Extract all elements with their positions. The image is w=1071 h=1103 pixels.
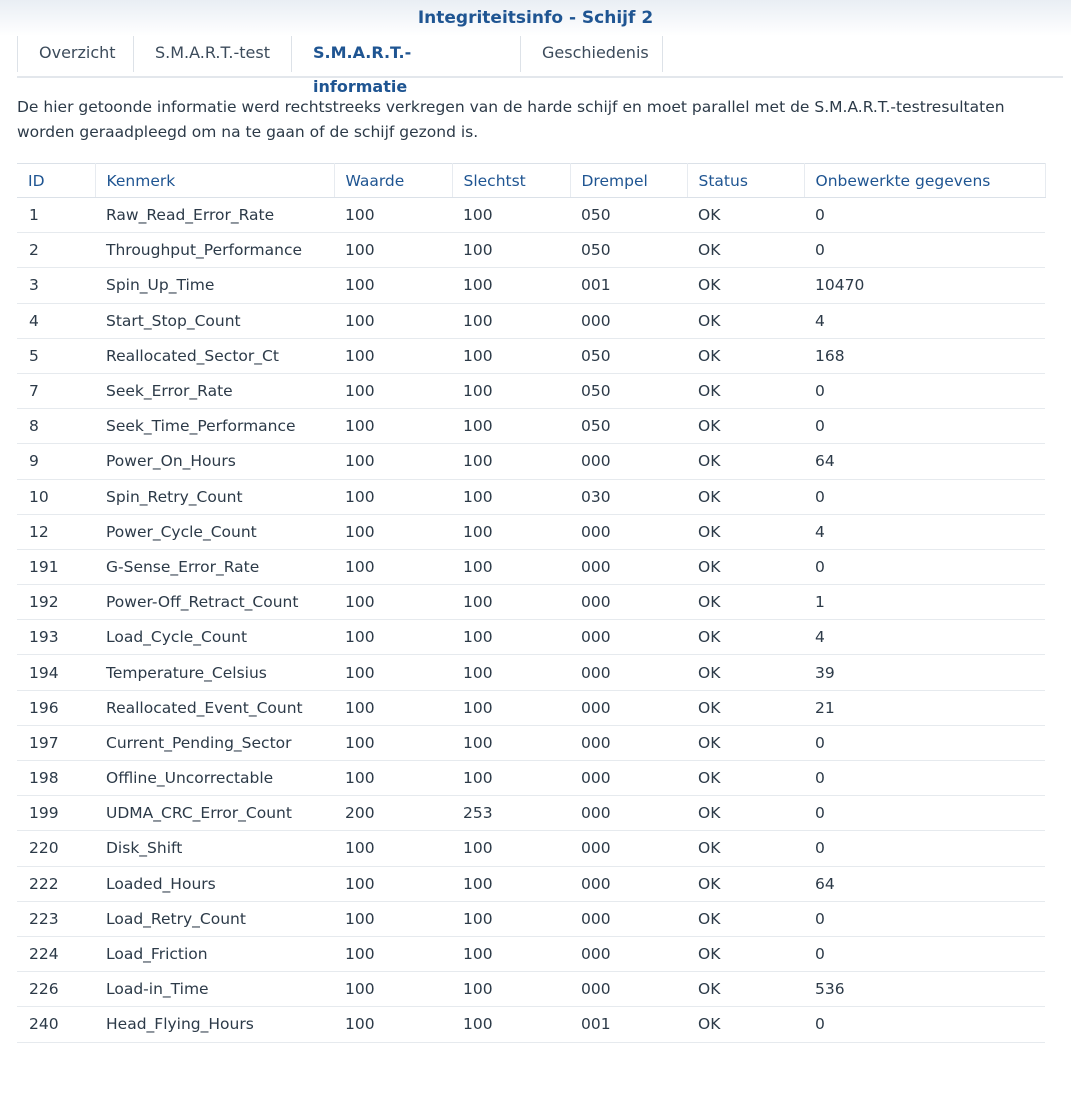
cell-slechtst: 100 [452, 972, 570, 1007]
cell-status: OK [687, 409, 804, 444]
cell-waarde: 100 [334, 690, 452, 725]
cell-status: OK [687, 655, 804, 690]
cell-id: 12 [17, 514, 95, 549]
cell-id: 191 [17, 549, 95, 584]
cell-drempel: 000 [570, 831, 687, 866]
cell-raw: 1 [804, 585, 1045, 620]
cell-waarde: 100 [334, 936, 452, 971]
cell-id: 193 [17, 620, 95, 655]
table-row[interactable] [17, 901, 1045, 936]
cell-status: OK [687, 479, 804, 514]
cell-status: OK [687, 233, 804, 268]
table-row[interactable] [17, 972, 1045, 1007]
table-row[interactable] [17, 585, 1045, 620]
cell-status: OK [687, 585, 804, 620]
cell-id: 196 [17, 690, 95, 725]
cell-drempel: 000 [570, 796, 687, 831]
cell-kenmerk: Seek_Time_Performance [95, 409, 334, 444]
cell-drempel: 050 [570, 198, 687, 233]
cell-slechtst: 100 [452, 620, 570, 655]
cell-id: 222 [17, 866, 95, 901]
cell-drempel: 001 [570, 1007, 687, 1042]
description-text: De hier getoonde informatie werd rechtstreeks verkregen van de harde schijf en moet parallel met de S.M.A.R.T.-testresultaten worden geraadpleegd om na te gaan of de schijf gezond is. [17, 98, 1005, 141]
cell-slechtst: 100 [452, 409, 570, 444]
cell-slechtst: 100 [452, 444, 570, 479]
cell-status: OK [687, 198, 804, 233]
cell-id: 8 [17, 409, 95, 444]
cell-waarde: 100 [334, 901, 452, 936]
cell-status: OK [687, 514, 804, 549]
cell-kenmerk: G-Sense_Error_Rate [95, 549, 334, 584]
cell-waarde: 100 [334, 338, 452, 373]
cell-waarde: 100 [334, 514, 452, 549]
cell-waarde: 100 [334, 866, 452, 901]
cell-status: OK [687, 303, 804, 338]
cell-waarde: 100 [334, 373, 452, 408]
cell-raw: 0 [804, 725, 1045, 760]
cell-raw: 10470 [804, 268, 1045, 303]
cell-drempel: 000 [570, 514, 687, 549]
cell-id: 220 [17, 831, 95, 866]
cell-kenmerk: Disk_Shift [95, 831, 334, 866]
cell-raw: 4 [804, 514, 1045, 549]
cell-status: OK [687, 549, 804, 584]
cell-waarde: 100 [334, 549, 452, 584]
cell-waarde: 100 [334, 198, 452, 233]
cell-kenmerk: Throughput_Performance [95, 233, 334, 268]
cell-kenmerk: Offline_Uncorrectable [95, 761, 334, 796]
table-row[interactable] [17, 514, 1045, 549]
tab-geschiedenis[interactable]: Geschiedenis [520, 36, 663, 72]
cell-id: 2 [17, 233, 95, 268]
tab-overzicht[interactable]: Overzicht [17, 36, 133, 72]
cell-raw: 0 [804, 901, 1045, 936]
col-header-waarde[interactable]: Waarde [334, 164, 452, 198]
table-row[interactable] [17, 549, 1045, 584]
cell-kenmerk: Load_Cycle_Count [95, 620, 334, 655]
cell-kenmerk: Spin_Retry_Count [95, 479, 334, 514]
cell-raw: 0 [804, 796, 1045, 831]
cell-drempel: 000 [570, 585, 687, 620]
cell-kenmerk: UDMA_CRC_Error_Count [95, 796, 334, 831]
cell-raw: 0 [804, 233, 1045, 268]
cell-raw: 0 [804, 373, 1045, 408]
table-header-row [17, 164, 1045, 198]
cell-id: 1 [17, 198, 95, 233]
cell-waarde: 100 [334, 831, 452, 866]
cell-drempel: 050 [570, 409, 687, 444]
cell-status: OK [687, 831, 804, 866]
cell-drempel: 000 [570, 972, 687, 1007]
table-row[interactable] [17, 409, 1045, 444]
cell-waarde: 100 [334, 972, 452, 1007]
cell-kenmerk: Start_Stop_Count [95, 303, 334, 338]
table-row[interactable] [17, 338, 1045, 373]
cell-kenmerk: Loaded_Hours [95, 866, 334, 901]
cell-id: 3 [17, 268, 95, 303]
col-header-slechtst[interactable]: Slechtst [452, 164, 570, 198]
cell-raw: 4 [804, 620, 1045, 655]
cell-drempel: 000 [570, 620, 687, 655]
cell-status: OK [687, 972, 804, 1007]
table-row[interactable] [17, 479, 1045, 514]
table-row[interactable] [17, 761, 1045, 796]
cell-slechtst: 100 [452, 831, 570, 866]
cell-kenmerk: Raw_Read_Error_Rate [95, 198, 334, 233]
cell-drempel: 000 [570, 866, 687, 901]
cell-waarde: 100 [334, 761, 452, 796]
cell-drempel: 000 [570, 901, 687, 936]
table-row[interactable] [17, 303, 1045, 338]
cell-slechtst: 100 [452, 690, 570, 725]
cell-kenmerk: Load-in_Time [95, 972, 334, 1007]
cell-status: OK [687, 866, 804, 901]
cell-waarde: 100 [334, 409, 452, 444]
cell-kenmerk: Power_On_Hours [95, 444, 334, 479]
cell-status: OK [687, 373, 804, 408]
cell-kenmerk: Power_Cycle_Count [95, 514, 334, 549]
cell-drempel: 000 [570, 444, 687, 479]
cell-slechtst: 253 [452, 796, 570, 831]
cell-drempel: 000 [570, 549, 687, 584]
table-row[interactable] [17, 936, 1045, 971]
cell-id: 226 [17, 972, 95, 1007]
cell-drempel: 000 [570, 655, 687, 690]
col-header-status[interactable]: Status [687, 164, 804, 198]
cell-slechtst: 100 [452, 585, 570, 620]
cell-drempel: 001 [570, 268, 687, 303]
cell-slechtst: 100 [452, 761, 570, 796]
window-title: Integriteitsinfo - Schijf 2 [0, 0, 1071, 36]
cell-slechtst: 100 [452, 901, 570, 936]
cell-slechtst: 100 [452, 303, 570, 338]
cell-id: 199 [17, 796, 95, 831]
tab-smart-informatie[interactable]: S.M.A.R.T.-informatie [291, 36, 520, 72]
cell-waarde: 100 [334, 655, 452, 690]
cell-waarde: 100 [334, 268, 452, 303]
cell-status: OK [687, 936, 804, 971]
cell-raw: 4 [804, 303, 1045, 338]
cell-slechtst: 100 [452, 479, 570, 514]
cell-id: 194 [17, 655, 95, 690]
cell-kenmerk: Current_Pending_Sector [95, 725, 334, 760]
cell-slechtst: 100 [452, 936, 570, 971]
cell-id: 240 [17, 1007, 95, 1042]
cell-kenmerk: Power-Off_Retract_Count [95, 585, 334, 620]
cell-slechtst: 100 [452, 514, 570, 549]
smart-table [17, 163, 1046, 1043]
cell-kenmerk: Load_Friction [95, 936, 334, 971]
cell-waarde: 100 [334, 620, 452, 655]
cell-waarde: 100 [334, 725, 452, 760]
cell-raw: 64 [804, 444, 1045, 479]
cell-kenmerk: Spin_Up_Time [95, 268, 334, 303]
cell-waarde: 100 [334, 303, 452, 338]
cell-slechtst: 100 [452, 866, 570, 901]
table-body [17, 198, 1045, 1043]
table-row[interactable] [17, 655, 1045, 690]
cell-status: OK [687, 338, 804, 373]
cell-status: OK [687, 1007, 804, 1042]
cell-raw: 0 [804, 1007, 1045, 1042]
cell-waarde: 100 [334, 585, 452, 620]
cell-id: 9 [17, 444, 95, 479]
cell-drempel: 050 [570, 233, 687, 268]
cell-slechtst: 100 [452, 549, 570, 584]
tab-smart-test[interactable]: S.M.A.R.T.-test [133, 36, 291, 72]
cell-slechtst: 100 [452, 338, 570, 373]
cell-status: OK [687, 796, 804, 831]
cell-drempel: 050 [570, 373, 687, 408]
cell-waarde: 100 [334, 233, 452, 268]
cell-raw: 0 [804, 831, 1045, 866]
cell-status: OK [687, 620, 804, 655]
cell-status: OK [687, 901, 804, 936]
cell-slechtst: 100 [452, 198, 570, 233]
cell-slechtst: 100 [452, 373, 570, 408]
table-row[interactable] [17, 233, 1045, 268]
cell-status: OK [687, 725, 804, 760]
cell-drempel: 000 [570, 725, 687, 760]
cell-raw: 21 [804, 690, 1045, 725]
cell-kenmerk: Reallocated_Event_Count [95, 690, 334, 725]
cell-waarde: 100 [334, 1007, 452, 1042]
cell-id: 192 [17, 585, 95, 620]
table-row[interactable] [17, 444, 1045, 479]
table-row[interactable] [17, 1007, 1045, 1042]
cell-status: OK [687, 444, 804, 479]
cell-drempel: 030 [570, 479, 687, 514]
cell-raw: 39 [804, 655, 1045, 690]
cell-slechtst: 100 [452, 268, 570, 303]
cell-status: OK [687, 268, 804, 303]
cell-id: 10 [17, 479, 95, 514]
cell-id: 198 [17, 761, 95, 796]
cell-raw: 0 [804, 198, 1045, 233]
table-row[interactable] [17, 725, 1045, 760]
table-row[interactable] [17, 690, 1045, 725]
cell-id: 223 [17, 901, 95, 936]
cell-kenmerk: Head_Flying_Hours [95, 1007, 334, 1042]
cell-slechtst: 100 [452, 725, 570, 760]
cell-slechtst: 100 [452, 1007, 570, 1042]
cell-raw: 0 [804, 409, 1045, 444]
cell-id: 197 [17, 725, 95, 760]
cell-raw: 0 [804, 936, 1045, 971]
cell-drempel: 000 [570, 690, 687, 725]
cell-raw: 0 [804, 479, 1045, 514]
col-header-onbewerkte-gegevens[interactable]: Onbewerkte gegevens [804, 164, 1045, 198]
cell-drempel: 000 [570, 761, 687, 796]
col-header-drempel[interactable]: Drempel [570, 164, 687, 198]
cell-kenmerk: Load_Retry_Count [95, 901, 334, 936]
cell-waarde: 100 [334, 479, 452, 514]
table-row[interactable] [17, 198, 1045, 233]
cell-kenmerk: Reallocated_Sector_Ct [95, 338, 334, 373]
tab-bar [17, 36, 1063, 96]
cell-id: 4 [17, 303, 95, 338]
cell-raw: 0 [804, 549, 1045, 584]
cell-raw: 536 [804, 972, 1045, 1007]
cell-status: OK [687, 761, 804, 796]
cell-waarde: 100 [334, 444, 452, 479]
table-row[interactable] [17, 373, 1045, 408]
table-row[interactable] [17, 796, 1045, 831]
cell-id: 224 [17, 936, 95, 971]
cell-id: 7 [17, 373, 95, 408]
cell-raw: 168 [804, 338, 1045, 373]
cell-waarde: 200 [334, 796, 452, 831]
table-row[interactable] [17, 866, 1045, 901]
cell-id: 5 [17, 338, 95, 373]
cell-drempel: 000 [570, 936, 687, 971]
table-row[interactable] [17, 620, 1045, 655]
cell-drempel: 000 [570, 303, 687, 338]
cell-slechtst: 100 [452, 655, 570, 690]
cell-raw: 0 [804, 761, 1045, 796]
cell-slechtst: 100 [452, 233, 570, 268]
col-header-kenmerk[interactable]: Kenmerk [95, 164, 334, 198]
table-row[interactable] [17, 268, 1045, 303]
col-header-id[interactable]: ID [17, 164, 95, 198]
cell-status: OK [687, 690, 804, 725]
cell-drempel: 050 [570, 338, 687, 373]
cell-kenmerk: Temperature_Celsius [95, 655, 334, 690]
table-row[interactable] [17, 831, 1045, 866]
cell-kenmerk: Seek_Error_Rate [95, 373, 334, 408]
cell-raw: 64 [804, 866, 1045, 901]
